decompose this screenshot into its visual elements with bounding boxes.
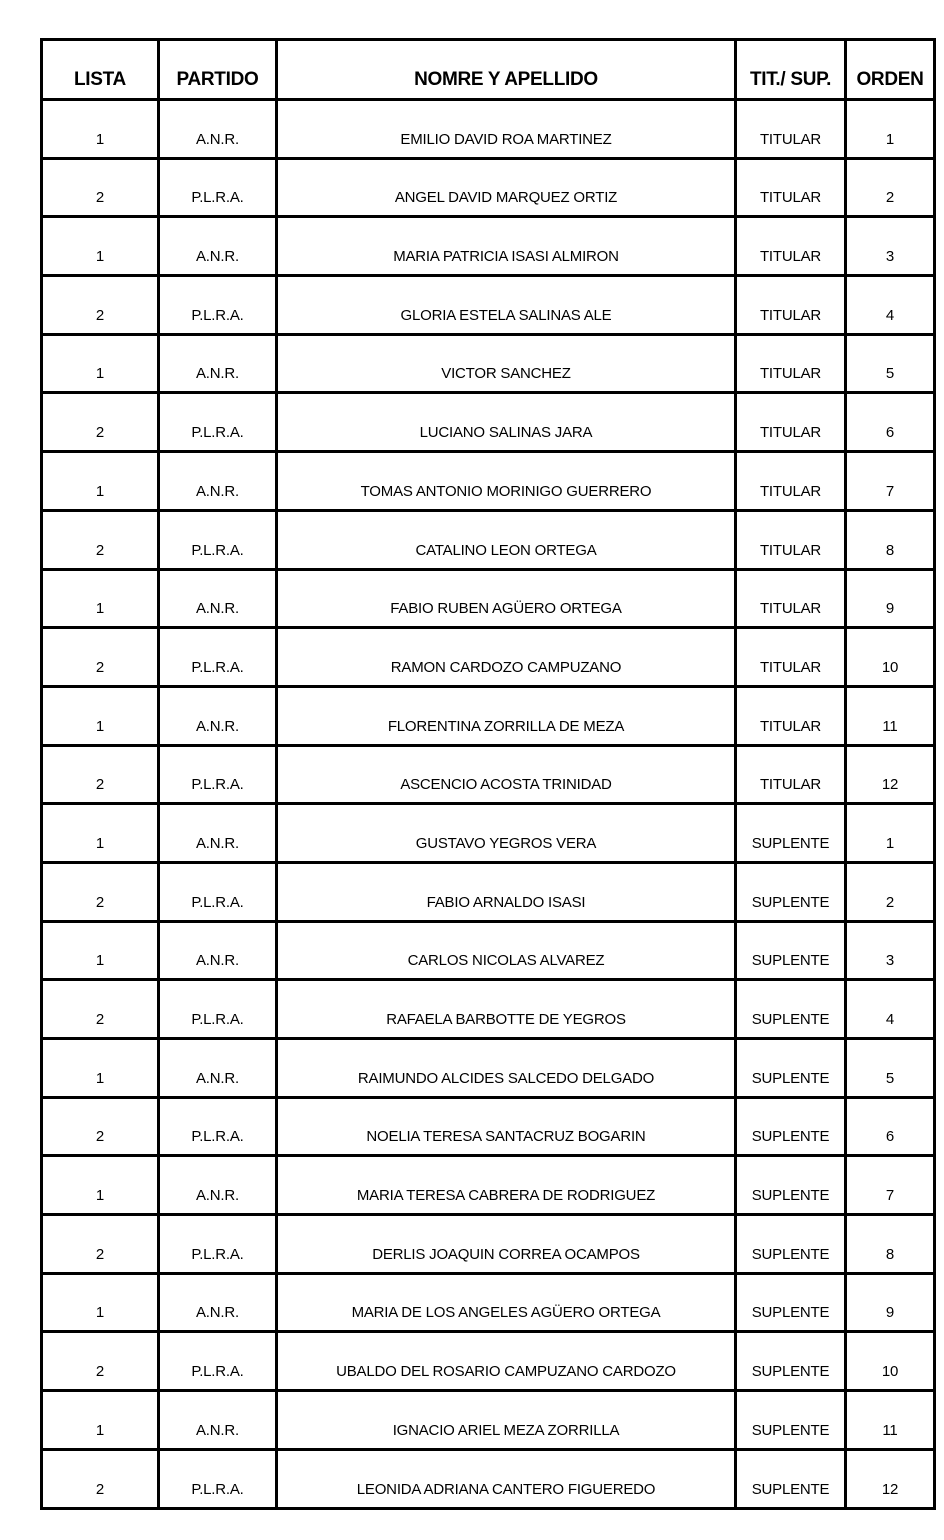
cell-tipo: TITULAR bbox=[736, 158, 846, 217]
cell-orden: 2 bbox=[846, 158, 935, 217]
cell-tipo: TITULAR bbox=[736, 569, 846, 628]
cell-nombre: GUSTAVO YEGROS VERA bbox=[277, 804, 736, 863]
cell-tipo: TITULAR bbox=[736, 334, 846, 393]
cell-partido: A.N.R. bbox=[159, 1039, 277, 1098]
cell-tipo: TITULAR bbox=[736, 452, 846, 511]
cell-partido: P.L.R.A. bbox=[159, 862, 277, 921]
cell-orden: 6 bbox=[846, 393, 935, 452]
cell-partido: P.L.R.A. bbox=[159, 1215, 277, 1274]
cell-lista: 2 bbox=[42, 1449, 159, 1508]
cell-lista: 1 bbox=[42, 1391, 159, 1450]
column-header-orden: ORDEN bbox=[846, 40, 935, 100]
cell-tipo: SUPLENTE bbox=[736, 1332, 846, 1391]
cell-orden: 10 bbox=[846, 628, 935, 687]
table-row bbox=[42, 393, 935, 452]
cell-lista: 2 bbox=[42, 1332, 159, 1391]
table-row bbox=[42, 569, 935, 628]
cell-lista: 2 bbox=[42, 628, 159, 687]
cell-partido: A.N.R. bbox=[159, 1391, 277, 1450]
cell-lista: 2 bbox=[42, 745, 159, 804]
cell-orden: 1 bbox=[846, 100, 935, 159]
cell-orden: 10 bbox=[846, 1332, 935, 1391]
table-row bbox=[42, 980, 935, 1039]
cell-lista: 2 bbox=[42, 158, 159, 217]
table-row bbox=[42, 276, 935, 335]
cell-tipo: SUPLENTE bbox=[736, 804, 846, 863]
cell-partido: A.N.R. bbox=[159, 334, 277, 393]
cell-lista: 1 bbox=[42, 217, 159, 276]
cell-tipo: SUPLENTE bbox=[736, 1039, 846, 1098]
table-row bbox=[42, 1273, 935, 1332]
cell-nombre: UBALDO DEL ROSARIO CAMPUZANO CARDOZO bbox=[277, 1332, 736, 1391]
cell-nombre: RAIMUNDO ALCIDES SALCEDO DELGADO bbox=[277, 1039, 736, 1098]
cell-nombre: NOELIA TERESA SANTACRUZ BOGARIN bbox=[277, 1097, 736, 1156]
cell-nombre: GLORIA ESTELA SALINAS ALE bbox=[277, 276, 736, 335]
cell-orden: 1 bbox=[846, 804, 935, 863]
cell-orden: 9 bbox=[846, 569, 935, 628]
cell-nombre: MARIA PATRICIA ISASI ALMIRON bbox=[277, 217, 736, 276]
cell-nombre: ASCENCIO ACOSTA TRINIDAD bbox=[277, 745, 736, 804]
cell-nombre: FABIO RUBEN AGÜERO ORTEGA bbox=[277, 569, 736, 628]
cell-orden: 5 bbox=[846, 334, 935, 393]
cell-lista: 2 bbox=[42, 862, 159, 921]
cell-tipo: SUPLENTE bbox=[736, 1449, 846, 1508]
cell-partido: A.N.R. bbox=[159, 452, 277, 511]
table-row bbox=[42, 1332, 935, 1391]
cell-orden: 5 bbox=[846, 1039, 935, 1098]
cell-tipo: TITULAR bbox=[736, 510, 846, 569]
cell-tipo: SUPLENTE bbox=[736, 1391, 846, 1450]
table-row bbox=[42, 510, 935, 569]
cell-nombre: TOMAS ANTONIO MORINIGO GUERRERO bbox=[277, 452, 736, 511]
cell-tipo: SUPLENTE bbox=[736, 1097, 846, 1156]
cell-lista: 1 bbox=[42, 804, 159, 863]
table-row bbox=[42, 921, 935, 980]
cell-tipo: TITULAR bbox=[736, 100, 846, 159]
table-row bbox=[42, 628, 935, 687]
table-row bbox=[42, 804, 935, 863]
cell-tipo: TITULAR bbox=[736, 628, 846, 687]
column-header-tit-sup: TIT./ SUP. bbox=[736, 40, 846, 100]
table-row bbox=[42, 1391, 935, 1450]
cell-tipo: TITULAR bbox=[736, 276, 846, 335]
table-row bbox=[42, 1156, 935, 1215]
cell-partido: P.L.R.A. bbox=[159, 628, 277, 687]
table-row bbox=[42, 100, 935, 159]
cell-orden: 7 bbox=[846, 452, 935, 511]
column-header-nombre: NOMRE Y APELLIDO bbox=[277, 40, 736, 100]
candidate-roster-table bbox=[40, 38, 936, 1510]
cell-partido: A.N.R. bbox=[159, 804, 277, 863]
cell-orden: 4 bbox=[846, 980, 935, 1039]
cell-tipo: TITULAR bbox=[736, 745, 846, 804]
table-row bbox=[42, 452, 935, 511]
table-row bbox=[42, 158, 935, 217]
cell-nombre: RAFAELA BARBOTTE DE YEGROS bbox=[277, 980, 736, 1039]
cell-nombre: DERLIS JOAQUIN CORREA OCAMPOS bbox=[277, 1215, 736, 1274]
cell-partido: A.N.R. bbox=[159, 569, 277, 628]
cell-orden: 4 bbox=[846, 276, 935, 335]
column-header-lista: LISTA bbox=[42, 40, 159, 100]
cell-lista: 1 bbox=[42, 452, 159, 511]
cell-tipo: SUPLENTE bbox=[736, 921, 846, 980]
cell-partido: P.L.R.A. bbox=[159, 980, 277, 1039]
table-row bbox=[42, 334, 935, 393]
cell-orden: 11 bbox=[846, 1391, 935, 1450]
cell-lista: 1 bbox=[42, 1273, 159, 1332]
cell-nombre: LEONIDA ADRIANA CANTERO FIGUEREDO bbox=[277, 1449, 736, 1508]
cell-nombre: RAMON CARDOZO CAMPUZANO bbox=[277, 628, 736, 687]
cell-partido: A.N.R. bbox=[159, 921, 277, 980]
cell-nombre: ANGEL DAVID MARQUEZ ORTIZ bbox=[277, 158, 736, 217]
cell-orden: 7 bbox=[846, 1156, 935, 1215]
cell-lista: 2 bbox=[42, 510, 159, 569]
table-row bbox=[42, 862, 935, 921]
cell-tipo: SUPLENTE bbox=[736, 980, 846, 1039]
cell-orden: 12 bbox=[846, 1449, 935, 1508]
column-header-partido: PARTIDO bbox=[159, 40, 277, 100]
cell-partido: P.L.R.A. bbox=[159, 510, 277, 569]
cell-nombre: IGNACIO ARIEL MEZA ZORRILLA bbox=[277, 1391, 736, 1450]
table-row bbox=[42, 1449, 935, 1508]
cell-partido: A.N.R. bbox=[159, 1156, 277, 1215]
cell-tipo: SUPLENTE bbox=[736, 1215, 846, 1274]
cell-orden: 8 bbox=[846, 1215, 935, 1274]
cell-tipo: TITULAR bbox=[736, 217, 846, 276]
cell-lista: 1 bbox=[42, 334, 159, 393]
cell-lista: 1 bbox=[42, 569, 159, 628]
cell-orden: 9 bbox=[846, 1273, 935, 1332]
table-row bbox=[42, 1097, 935, 1156]
cell-nombre: MARIA DE LOS ANGELES AGÜERO ORTEGA bbox=[277, 1273, 736, 1332]
cell-partido: P.L.R.A. bbox=[159, 158, 277, 217]
cell-orden: 6 bbox=[846, 1097, 935, 1156]
cell-lista: 2 bbox=[42, 276, 159, 335]
cell-lista: 2 bbox=[42, 393, 159, 452]
cell-partido: P.L.R.A. bbox=[159, 745, 277, 804]
cell-partido: P.L.R.A. bbox=[159, 276, 277, 335]
cell-lista: 2 bbox=[42, 1097, 159, 1156]
cell-tipo: TITULAR bbox=[736, 686, 846, 745]
cell-nombre: LUCIANO SALINAS JARA bbox=[277, 393, 736, 452]
cell-tipo: TITULAR bbox=[736, 393, 846, 452]
cell-lista: 2 bbox=[42, 980, 159, 1039]
cell-lista: 1 bbox=[42, 1039, 159, 1098]
cell-orden: 2 bbox=[846, 862, 935, 921]
cell-partido: A.N.R. bbox=[159, 217, 277, 276]
cell-lista: 1 bbox=[42, 1156, 159, 1215]
cell-tipo: SUPLENTE bbox=[736, 1273, 846, 1332]
cell-lista: 1 bbox=[42, 100, 159, 159]
table-row bbox=[42, 217, 935, 276]
table-row bbox=[42, 1215, 935, 1274]
cell-tipo: SUPLENTE bbox=[736, 862, 846, 921]
cell-orden: 12 bbox=[846, 745, 935, 804]
cell-lista: 2 bbox=[42, 1215, 159, 1274]
cell-nombre: FABIO ARNALDO ISASI bbox=[277, 862, 736, 921]
cell-partido: A.N.R. bbox=[159, 1273, 277, 1332]
cell-orden: 11 bbox=[846, 686, 935, 745]
cell-partido: A.N.R. bbox=[159, 100, 277, 159]
table-row bbox=[42, 745, 935, 804]
cell-orden: 3 bbox=[846, 921, 935, 980]
cell-partido: P.L.R.A. bbox=[159, 1332, 277, 1391]
table-row bbox=[42, 686, 935, 745]
cell-nombre: CARLOS NICOLAS ALVAREZ bbox=[277, 921, 736, 980]
header-row bbox=[42, 40, 935, 100]
cell-partido: P.L.R.A. bbox=[159, 1449, 277, 1508]
cell-nombre: VICTOR SANCHEZ bbox=[277, 334, 736, 393]
cell-tipo: SUPLENTE bbox=[736, 1156, 846, 1215]
cell-partido: A.N.R. bbox=[159, 686, 277, 745]
table-row bbox=[42, 1039, 935, 1098]
cell-nombre: MARIA TERESA CABRERA DE RODRIGUEZ bbox=[277, 1156, 736, 1215]
cell-nombre: EMILIO DAVID ROA MARTINEZ bbox=[277, 100, 736, 159]
cell-orden: 8 bbox=[846, 510, 935, 569]
cell-partido: P.L.R.A. bbox=[159, 393, 277, 452]
cell-nombre: FLORENTINA ZORRILLA DE MEZA bbox=[277, 686, 736, 745]
cell-nombre: CATALINO LEON ORTEGA bbox=[277, 510, 736, 569]
cell-lista: 1 bbox=[42, 686, 159, 745]
cell-partido: P.L.R.A. bbox=[159, 1097, 277, 1156]
cell-orden: 3 bbox=[846, 217, 935, 276]
cell-lista: 1 bbox=[42, 921, 159, 980]
